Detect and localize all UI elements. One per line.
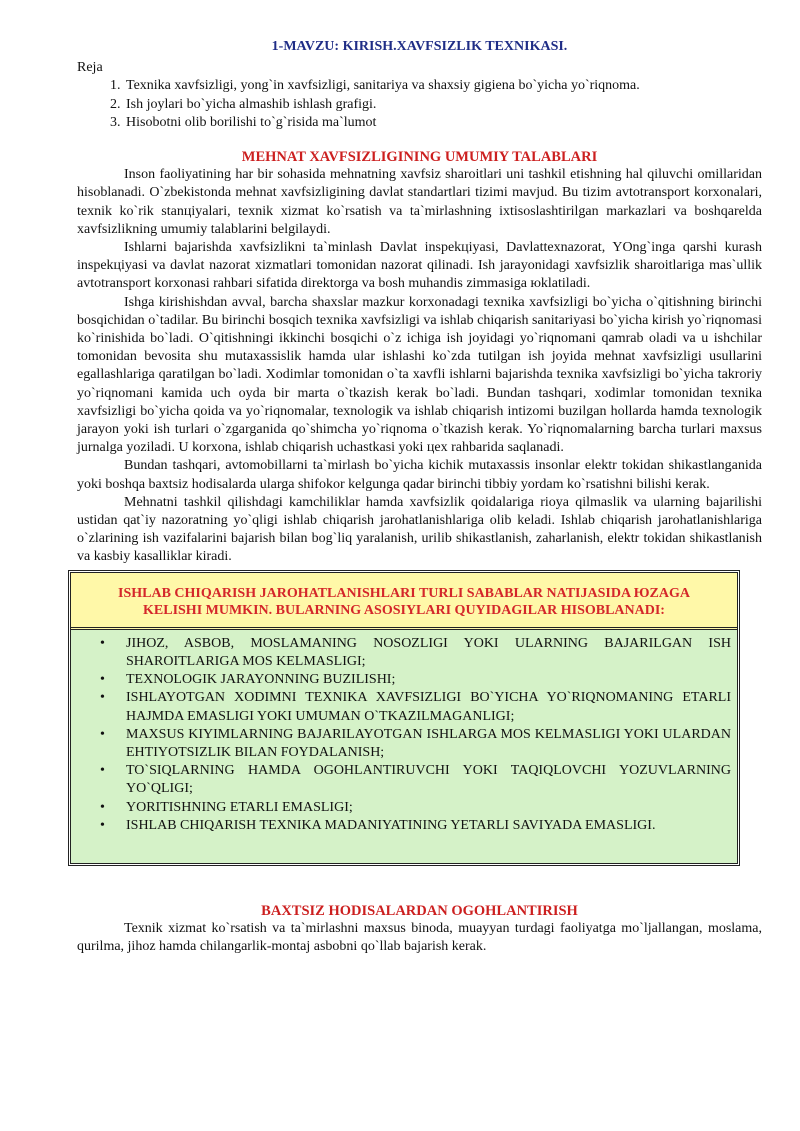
section-heading-accident-prevention: BAXTSIZ HODISALARDAN OGOHLANTIRISH — [261, 902, 578, 919]
plan-item: 2. Ish joylari bo`yicha almashib ishlash grafigi. — [124, 96, 762, 114]
plan-list — [77, 77, 762, 132]
cause-text: TO`SIQLARNING HAMDA OGOHLANTIRUVCHI YOKI TAQIQLOVCHI YOZUVLARNING YO`QLIGI; — [126, 763, 731, 797]
cause-item — [100, 689, 731, 725]
cause-item — [100, 799, 731, 817]
cause-text: TEXNOLOGIK JARAYONNING BUZILISHI; — [126, 672, 396, 688]
cause-item — [100, 635, 731, 671]
cause-item — [100, 726, 731, 762]
cause-text: MAXSUS KIYIMLARNING BAJARILAYOTGAN ISHLARGA MOS KELMASLIGI YOKI ULARDAN EHTIYOTSIZLIK BILAN FOYDALANISH; — [126, 726, 731, 760]
plan-label: Reja — [77, 60, 103, 76]
bullet-icon: • — [100, 726, 105, 742]
cause-item — [100, 671, 731, 689]
causes-list — [77, 635, 731, 835]
paragraph: Ishga kirishishdan avval, barcha shaxslar mazkur korxonadagi texnika xavfsizligi bo`yicha o`qitishning birinchi bosqichidan o`tadilar. Bu birinchi bosqich texnika xavfsizligi va ishlab chiqarish sanitariyasi bo`yicha kirish yo`riqnomasi ko`rinishida bo`ladi. O`qitishningi ikkinchi bosqichi o`z ichiga ish joyidagi yo`riqnomani qamrab oladi va u ishchilar tomonidan bevosita shu mutaxassislik hamda ular ishlashi ko`zda tutilgan ish joyida mehnat xavfsizligi usullarini egallashlariga qaratilgan bo`ladi. Xodimlar tomonidan o`ta xavfli ishlarni bajarishda texnika xavfsizligi bo`yicha takroriy yo`riqnomani kamida uch oyda bir marta o`tkazish kerak bo`ladi. Bundan tashqari, xodimlar tomonidan texnika xavfsizligi bo`yicha qoida va yo`riqnomalar, texnologik va ishlab chiqarish intizomi buzilgan hollarda hamda texnologik jarayon yoki ish turlari o`zgarganida qo`shimcha yo`riqnoma o`tkazish kerak. Yo`riqnomalarning barcha turlari maxsus jurnalga yoziladi. U korxona, ishlab chiqarish uchastkasi yoki цex rahbarida saqlanadi. — [77, 294, 762, 456]
cause-item — [100, 817, 731, 835]
cause-text: ISHLAB CHIQARISH TEXNIKA MADANIYATINING YETARLI SAVIYADA EMASLIGI. — [126, 817, 656, 833]
cause-text: JIHOZ, ASBOB, MOSLAMANING NOSOZLIGI YOKI ULARNING BAJARILGAN ISH SHAROITLARIGA MOS KELMASLIGI; — [126, 635, 731, 669]
plan-item: 3. Hisobotni olib borilishi to`g`risida ma`lumot — [124, 114, 762, 132]
callout-heading: ISHLAB CHIQARISH JAROHATLANISHLARI TURLI SABABLAR NATIJASIDA ЮZAGA KELISHI MUMKIN. BULARNING ASOSIYLARI QUYIDAGILAR HISOBLANADI: — [71, 573, 737, 630]
bullet-icon: • — [100, 635, 105, 651]
cause-text: YORITISHNING ETARLI EMASLIGI; — [126, 799, 353, 815]
paragraph: Texnik xizmat ko`rsatish va ta`mirlashni maxsus binoda, muayyan turdagi faoliyatga mo`ljallangan, moslama, qurilma, jihoz hamda chilangarlik-montaj asbobni qo`llab bajarish kerak. — [77, 921, 762, 955]
section-heading-general-requirements: MEHNAT XAVFSIZLIGINING UMUMIY TALABLARI — [241, 149, 598, 166]
injury-causes-callout — [68, 570, 740, 866]
bullet-icon: • — [100, 763, 105, 779]
bullet-icon: • — [100, 690, 105, 706]
callout-body — [71, 630, 737, 863]
bullet-icon: • — [100, 799, 105, 815]
document-page — [77, 38, 762, 957]
paragraph: Bundan tashqari, avtomobillarni ta`mirlash bo`yicha kichik mutaxassis insonlar elektr tokidan shikastlanganida yoki boshqa baxtsiz hodisalarda ularga shifokor kelgunga qadar birinchi tibbiy yordam ko`rsatishni bilishi kerak. — [77, 458, 762, 492]
bullet-icon: • — [100, 817, 105, 833]
document-title: 1-MAVZU: KIRISH.XAVFSIZLIK TEXNIKASI. — [271, 39, 568, 54]
bullet-icon: • — [100, 672, 105, 688]
paragraph: Ishlarni bajarishda xavfsizlikni ta`minlash Davlat inspekцiyasi, Davlattexnazorat, YOng`inga qarshi kurash inspekцiyasi va davlat nazorat xizmatlari tomonidan nazorat qilinadi. Ish jarayonidagi xavfsizlik sharoitlariga mas`ullik avtotransport korxonasi rahbari sifatida direktorga va bosh muhandis zimmasiga юklatiladi. — [77, 240, 762, 292]
paragraph: Mehnatni tashkil qilishdagi kamchiliklar hamda xavfsizlik qoidalariga rioya qilmaslik va ularning bajarilishi ustidan qat`iy nazoratning yo`qligi ishlab chiqarish jarohatlanishlariga olib keladi. Ishlab chiqarish jarohatlanishlariga o`zlarining ish vazifalarini bajarish bilan bog`liq yaralanish, urilib shikastlanish, zaharlanish, elektr tokidan shikastlanish va kasbiy kasalliklar kiradi. — [77, 494, 762, 565]
plan-item: 1. Texnika xavfsizligi, yong`in xavfsizligi, sanitariya va shaxsiy gigiena bo`yicha yo`riqnoma. — [124, 77, 762, 95]
cause-text: ISHLAYOTGAN XODIMNI TEXNIKA XAVFSIZLIGI BO`YICHA YO`RIQNOMANING ETARLI HAJMDA EMASLIGI YOKI UMUMAN O`TKAZILMAGANLIGI; — [126, 690, 731, 724]
cause-item — [100, 762, 731, 798]
paragraph: Inson faoliyatining har bir sohasida mehnatning xavfsiz sharoitlari uni tashkil etishning hal qiluvchi omillaridan hisoblanadi. O`zbekistonda mehnat xavfsizligining davlat standartlari tizimi mavjud. Bu tizim avtotransport korxonalari, texnik ko`rik stanцiyalari, texnik xizmat ko`rsatish va ta`mirlashning ixtisoslashtirilgan markazlari va boshqarelda xavfsizlikning umumiy talablarini belgilaydi. — [77, 167, 762, 237]
